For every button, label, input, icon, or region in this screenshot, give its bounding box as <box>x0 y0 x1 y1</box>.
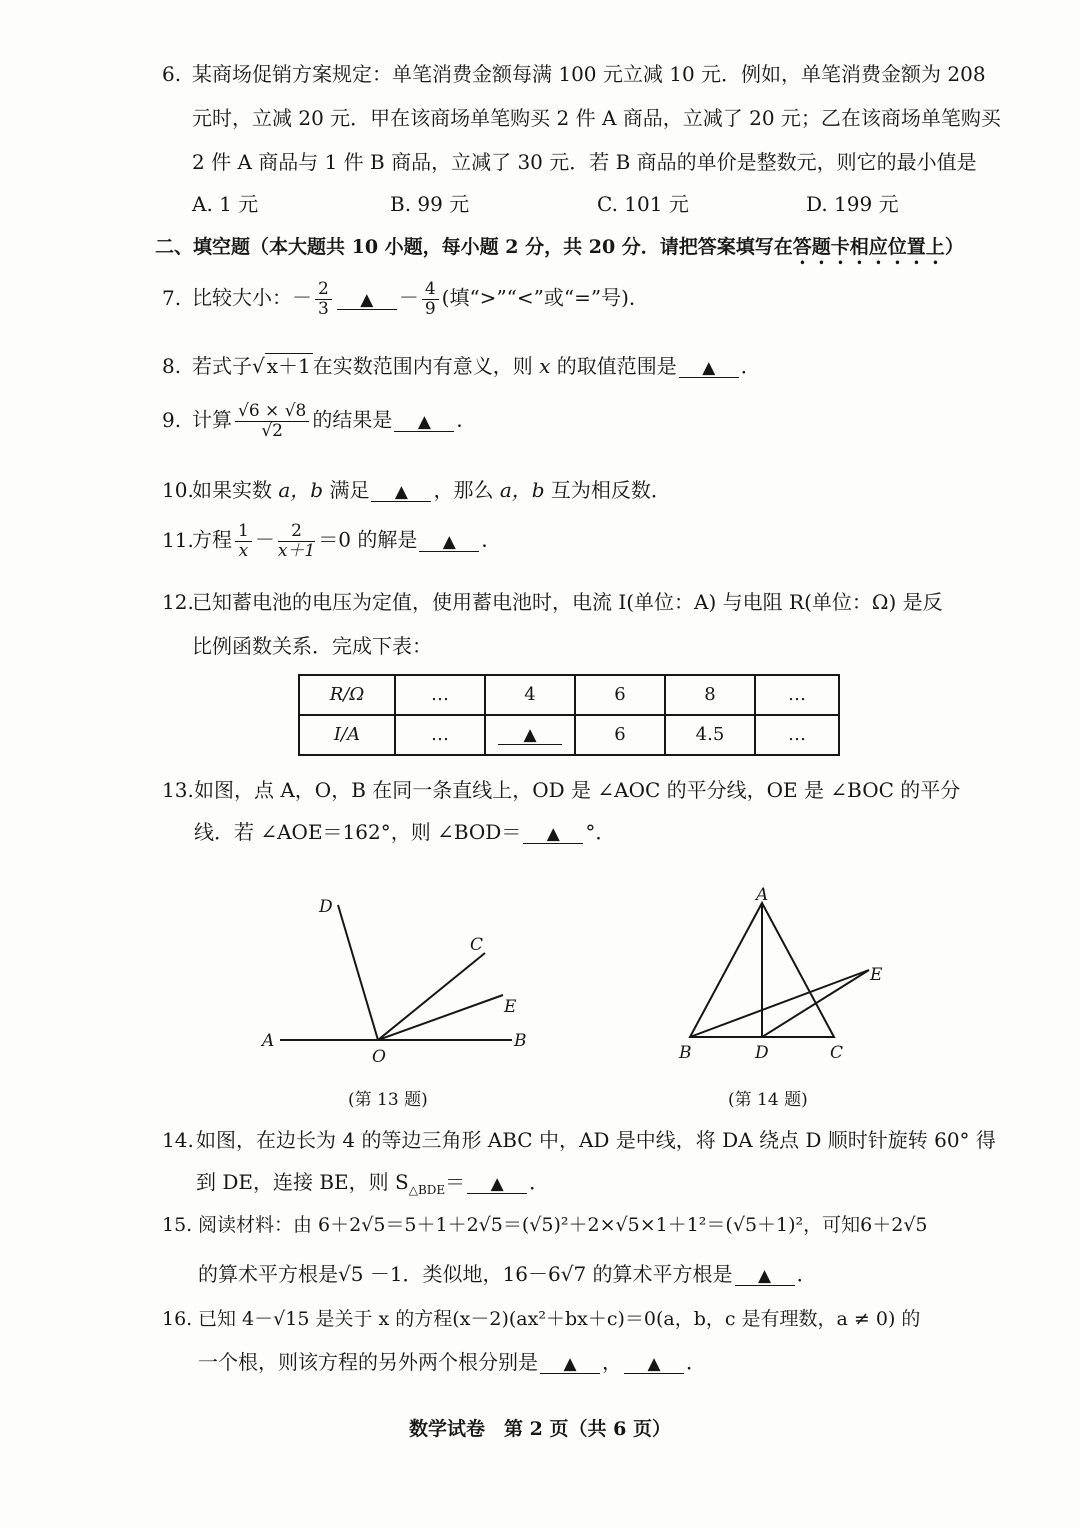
q16-number: 16. <box>162 1308 193 1330</box>
q8-blank-mark: ▲ <box>702 358 716 378</box>
q11-frac1-num: 1 <box>235 522 252 542</box>
q6-number: 6. <box>162 62 182 86</box>
q14-line2 <box>196 1170 549 1197</box>
fig14-label-c: C <box>830 1043 844 1063</box>
q9-number: 9. <box>162 407 182 432</box>
table-cell: 6 <box>575 715 665 755</box>
fig13-caption: (第 13 题) <box>348 1090 428 1110</box>
fig14-label-e: E <box>870 965 883 985</box>
q8-var: x <box>539 354 551 378</box>
q7-pre: 比较大小：－ <box>192 285 312 310</box>
q7-frac2-den: 9 <box>424 298 436 319</box>
fig13-label-c: C <box>470 935 484 955</box>
q16-blank-mark-1: ▲ <box>563 1354 577 1374</box>
q11-number: 11. <box>162 527 194 552</box>
q16-end: ． <box>686 1350 706 1374</box>
section2-close: ） <box>944 236 964 258</box>
q15-blank-mark: ▲ <box>758 1266 772 1286</box>
q16-sep: ， <box>602 1350 622 1374</box>
table-cell: … <box>395 715 485 755</box>
q7-frac1-den: 3 <box>318 298 329 319</box>
q10-number: 10. <box>162 478 194 502</box>
q13-end: °． <box>585 820 616 844</box>
table-cell: 4 <box>485 675 575 715</box>
fig13-label-d: D <box>319 897 333 917</box>
q6-option-c: C. 101 元 <box>597 192 689 216</box>
q15-line1 <box>162 1214 928 1237</box>
q16-line2 <box>198 1350 706 1374</box>
q13-number: 13. <box>162 778 194 802</box>
q16-blank-mark-2: ▲ <box>647 1354 661 1374</box>
table-cell: … <box>395 675 485 715</box>
q16-answer-blank-2[interactable] <box>624 1352 684 1374</box>
q12-number: 12. <box>162 590 194 614</box>
q10-mid: 满足 <box>329 478 370 502</box>
q11-frac2-num: 2 <box>278 522 315 542</box>
q11-pre: 方程 <box>192 527 232 552</box>
q11-blank-mark: ▲ <box>442 531 456 552</box>
q10-pre: 如果实数 <box>192 478 272 502</box>
q11-post: ＝0 的解是 <box>318 527 418 552</box>
q16-answer-blank-1[interactable] <box>540 1352 600 1374</box>
q6-option-b: B. 99 元 <box>390 192 470 216</box>
q7-post: (填“>”“<”或“=”号)． <box>441 285 649 310</box>
q14-text2: 到 DE，连接 BE，则 S <box>196 1170 409 1194</box>
q6-text1: 某商场促销方案规定：单笔消费金额每满 100 元立减 10 元．例如，单笔消费金额为 208 <box>192 62 986 86</box>
q16-text2: 一个根，则该方程的另外两个根分别是 <box>198 1350 538 1374</box>
fig13-label-a: A <box>262 1031 275 1051</box>
q10-blank-mark: ▲ <box>394 482 408 502</box>
q10-end: 互为相反数． <box>550 478 671 502</box>
q14-end: ． <box>529 1170 550 1194</box>
q9-frac-num: √6 × √8 <box>235 402 309 422</box>
q11-minus: － <box>254 527 275 552</box>
table-cell: … <box>755 715 839 755</box>
q15-answer-blank[interactable] <box>735 1264 795 1286</box>
q8-radicand: x＋1 <box>266 354 311 378</box>
q16-text1: 已知 4－√15 是关于 x 的方程(x－2)(ax²＋bx＋c)＝0(a，b，c 是有理数，a ≠ 0) 的 <box>198 1308 921 1330</box>
q15-text2: 的算术平方根是√5 －1．类似地，16－6√7 的算术平方根是 <box>198 1262 733 1286</box>
q6-line2: 元时，立减 20 元．甲在该商场单笔购买 2 件 A 商品，立减了 20 元；乙在该商场单笔购买 <box>192 106 1001 130</box>
q9-end: ． <box>456 407 477 432</box>
q9-blank-mark: ▲ <box>417 411 431 432</box>
q6-line3: 2 件 A 商品与 1 件 B 商品，立减了 30 元．若 B 商品的单价是整数元，则它的最小值是 <box>192 150 977 174</box>
q14-answer-blank[interactable] <box>467 1172 527 1194</box>
fig14-label-a: A <box>756 885 769 905</box>
fig14-label-d: D <box>755 1043 769 1063</box>
section2-emph: 答题卡相应位置上 <box>792 236 945 258</box>
q8-radical: √ x＋1 <box>252 354 311 378</box>
q9-pre: 计算 <box>192 407 232 432</box>
fig13-label-o: O <box>372 1047 386 1067</box>
q15-line2 <box>198 1262 817 1286</box>
q9-frac-den: √2 <box>261 420 283 441</box>
q11-frac2-den: x＋1 <box>277 540 316 561</box>
table-cell: 6 <box>575 675 665 715</box>
fig13-ray-oc <box>378 953 485 1040</box>
q8-mid: 在实数范围内有意义，则 <box>312 354 533 378</box>
q14-blank-mark: ▲ <box>490 1174 504 1194</box>
q15-number: 15. <box>162 1214 193 1236</box>
q11-frac1-den: x <box>238 540 249 561</box>
q10-vars: a，b <box>278 478 324 502</box>
q8-number: 8. <box>162 354 182 378</box>
q14-eq: ＝ <box>445 1170 466 1194</box>
table-cell: … <box>755 675 839 715</box>
section2-title: 二、填空题（本大题共 10 小题，每小题 2 分，共 20 分．请把答案填写在 <box>155 236 793 258</box>
q12-text1: 已知蓄电池的电压为定值，使用蓄电池时，电流 I(单位：A) 与电阻 R(单位：Ω) 是反 <box>192 590 943 614</box>
q14-line1 <box>162 1128 996 1152</box>
q11-end: ． <box>481 527 502 552</box>
q9-post: 的结果是 <box>312 407 393 432</box>
q7-mid: － <box>398 285 419 310</box>
fig13-ray-oe <box>378 995 503 1040</box>
q6-option-d: D. 199 元 <box>806 192 899 216</box>
q12-blank-mark: ▲ <box>523 725 537 746</box>
fig13-label-b: B <box>514 1031 527 1051</box>
q16-line1 <box>162 1308 920 1331</box>
q7-number: 7. <box>162 285 182 310</box>
q14-number: 14. <box>162 1128 194 1152</box>
q8-post: 的取值范围是 <box>556 354 677 378</box>
q15-text1: 阅读材料：由 6＋2√5＝5＋1＋2√5＝(√5)²＋2×√5×1＋1²＝(√5＋1)²，可知6＋2√5 <box>198 1214 928 1236</box>
q13-text1: 如图，点 A，O，B 在同一条直线上，OD 是 ∠AOC 的平分线，OE 是 ∠BOC 的平分 <box>194 778 961 802</box>
fig14-label-b: B <box>679 1043 692 1063</box>
q7-frac1-num: 2 <box>315 280 332 300</box>
table-cell: 8 <box>665 675 755 715</box>
q7-blank-mark: ▲ <box>360 289 374 310</box>
q14-text1: 如图，在边长为 4 的等边三角形 ABC 中，AD 是中线，将 DA 绕点 D 顺时针旋转 60° 得 <box>196 1128 996 1152</box>
q14-sub: △BDE <box>408 1183 446 1197</box>
q8-end: ． <box>740 354 761 378</box>
q15-end: ． <box>796 1262 817 1286</box>
q10-vars2: a，b <box>499 478 545 502</box>
q13-blank-mark: ▲ <box>546 824 560 844</box>
q13-text2: 线．若 ∠AOE＝162°，则 ∠BOD＝ <box>194 820 522 844</box>
table-cell: 4.5 <box>665 715 755 755</box>
q10-post: ，那么 <box>433 478 494 502</box>
q6-option-a: A. 1 元 <box>192 192 259 216</box>
q7-frac2-num: 4 <box>422 280 439 300</box>
table-header-r: R/Ω <box>329 684 365 706</box>
table-header-i: I/A <box>333 724 361 746</box>
page-footer: 数学试卷 第 2 页（共 6 页） <box>409 1418 671 1440</box>
fig13-ray-od <box>338 905 378 1040</box>
fig13-label-e: E <box>504 997 517 1017</box>
fig14-caption: (第 14 题) <box>728 1090 808 1110</box>
q8-pre: 若式子 <box>192 354 252 378</box>
q12-line2: 比例函数关系．完成下表： <box>192 634 432 658</box>
